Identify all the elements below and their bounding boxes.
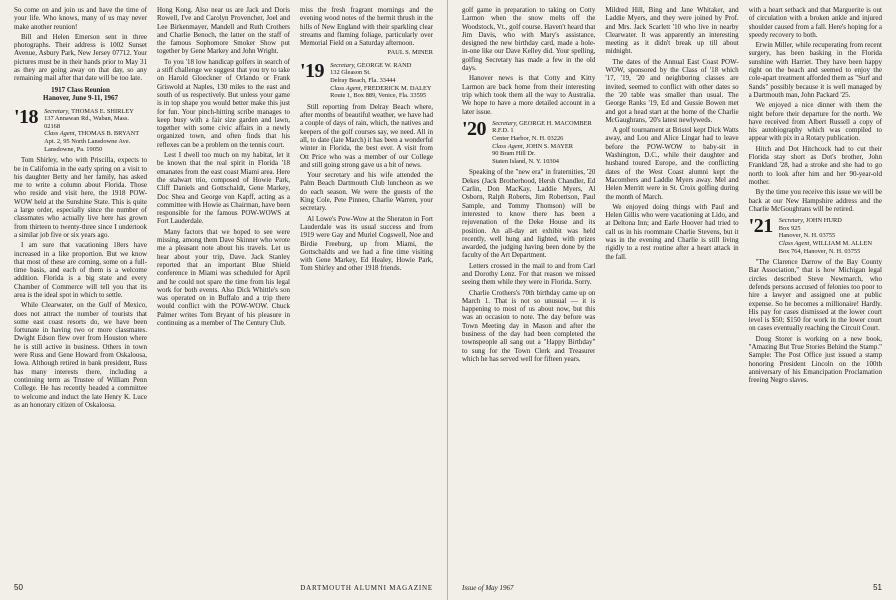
paragraph: Lest I dwell too much on my habitat, let it be known that the real spirit in Florida '18 emanates from the east coast Miami area. Here the stalwart trio, composed of Howie Park, Cliff Daniels and Gottschaldt, Gene Markey, Doc Shea and George von Kapff, acting as a committee with Howie as Chairman, have been responsible for the famous POW-WOWS at Fort Lauderdale. (157, 151, 290, 226)
class-number: '20 (462, 117, 487, 140)
paragraph: golf game in preparation to taking on Cotty Larmon when the snow melts off the Woodstock, Vt., golf course. Haven't heard that Jim Davis, who with Mary's assistance, designed the new birthday card, made a hole-in-one like our Dave Kelley did. Your spelling, golfing Secretary has made a few in the old days. (462, 6, 596, 73)
paragraph: I am sure that vacationing 18ers have increased in a like proportion. But we know that most of these are coming, some on a full-time basis, and each of them is a welcome addition. Florida is a big state and every Chamber of Commerce will tell you that its area is the ideal spot in which to settle. (14, 241, 147, 299)
paragraph: Tom Shirley, who with Priscilla, expects to be in California in the early spring on a visit to his daughter Betty and her family, has asked me to write a column about Florida. Those who reside and visit here, the 1918 POW-WOW held at the Sunshine State. This is quite a large order, especially since the number of classmates who actually live here has grown from thirteen to twenty-three since I undertook a similar job five or six years ago. (14, 156, 147, 239)
right-column-1 (462, 6, 595, 564)
paragraph: Charlie Crothers's 70th birthday came up on March 1. That is not so unusual — it is happening to most of us about now, but this was an occasion to note. The day before was Town Meeting day in Mason and after the business of the day had been completed the townspeople all sang out a "Happy Birthday" to sung for the Town Clerk and Treasurer which he has served well for fifteen years. (462, 288, 596, 363)
paragraph: So come on and join us and have the time of your life. Who knows, many of us may never make another reunion! (14, 6, 147, 31)
right-columns (462, 6, 882, 564)
paragraph: Still reporting from Delray Beach where, after months of beautiful weather, we have had a couple of days of rain, which, the natives and keepers of the golf courses say, we need. All in all, to date (late March) it has been a wonderful winter in Florida, the best ever. A visit from Ott Price who was a member of our College and still going strong gave us a bit of news. (300, 102, 433, 169)
paragraph: Bill and Helen Emerson sent in three photographs. Their address is 1002 Sunset Avenue, Asbury Park, New Jersey 07712. Your pictures must be in their hands prior to May 31 as they are going away on that day, so any remaining mail after that date will be too late. (14, 32, 147, 83)
paragraph: Hitch and Dot Hitchcock had to cut their Florida stay short as Dot's brother, John Frankland '28, had a stroke and she had to go north to look after him and her 90-year-old mother. (748, 144, 882, 186)
class-contacts: Secretary, JOHN HURD Box 925 Hanover, N. H. 03755 Class Agent, WILLIAM M. ALLEN Box 764, Hanover, N. H. 03755 (778, 217, 872, 255)
left-columns (14, 6, 433, 564)
paragraph: A golf tournament at Bristol kept Dick Watts away, and Lou and Alice Lingar had to leave before the POW-WOW to baby-sit in Washington, D.C., while their daughter and husband toured Europe, and the conflicting dates of the West Coast alumni kept the Macombers and Laddie Myers away. Mel and Helen Merritt were in St. Croix golfing during the month of March. (605, 126, 739, 201)
class-number: '18 (14, 105, 39, 128)
right-column-2 (605, 6, 738, 564)
class-header-1919 (300, 59, 433, 100)
paragraph: To you '18 low handicap golfers in search of a stiff challenge we suggest that you try to take on Harold Gloeckner of Orlando or Frank Griswold at Naples, 130 miles to the east and south of us respectively. But unless your game is in top shape you would better make this just for fun. Your pinch-hitting scribe manages to keep busy with a fair size garden and lawn, together with some civic affairs in a newly organized town, and often finds that his reflexes can be a problem on the tennis court. (157, 57, 290, 149)
paragraph: Hong Kong. Also near us are Jack and Doris Rowell, I've and Carolyn Provencher, Joel and Lee Birkenmayer, Mandell and Ruth Crothers and Charlie Benoch, the latter on the staff of the famous Sophomore Smoker Show put together by Gene Markey and John Wright. (157, 6, 290, 56)
right-footer (462, 583, 882, 592)
class-number: '19 (300, 59, 325, 82)
magazine-title: DARTMOUTH ALUMNI MAGAZINE (300, 584, 433, 592)
class-number: '21 (748, 215, 773, 238)
paragraph: Al Lowe's Pow-Wow at the Sheraton in Fort Lauderdale was its usual success and from 1919 were Gay and Muriel Cogswell, Noe and Birdie Freeburg, up from Miami, the Gottschaldts and we had a fine time visiting with Gene Markey, Ed Healey, Howie Park, Tom Shirley and other 1918 friends. (300, 214, 433, 273)
class-contacts: Secretary, THOMAS E. SHIRLEY 137 Annawan Rd., Waban, Mass. 02168 Class Agent, THOMAS B. BRYANT Apt. 2, 95 North Lansdowne Ave. Lansdowne, Pa. 19050 (44, 107, 140, 153)
paragraph: Your secretary and his wife attended the Palm Beach Dartmouth Club luncheon as we do each season. We were the guests of the King Cole, Pete Pinneo, Charlie Warren, your secretary. (300, 171, 433, 213)
paragraph: We enjoyed a nice dinner with them the night before their departure for the north. We have received from Albert Russell a copy of his autobiography which was compiled to appear with pix in a Rotary publication. (748, 101, 882, 143)
reunion-title: 1917 Class Reunion (51, 85, 110, 94)
paragraph: miss the fresh fragrant mornings and the evening wood notes of the hermit thrush in the hills of New England with their sparkling clear streams and flaming foliage, particularly over Memorial Field on a Saturday afternoon. (300, 6, 433, 48)
class-header-1918 (14, 105, 147, 154)
left-column-2 (157, 6, 290, 564)
paragraph: with a heart setback and that Marguerite is out of circulation with a broken ankle and injured shoulder caused from a fall. Here's hoping for a speedy recovery to both. (748, 6, 882, 39)
class-header-1920 (462, 117, 595, 166)
left-column-1 (14, 6, 147, 564)
paragraph: Hanover news is that Cotty and Kitty Larmon are back home from their interesting trip which took them all the way to Australia. We hope to have a more detailed account in a later issue. (462, 74, 596, 116)
column-signature: PAUL S. MINER (387, 49, 433, 57)
right-column-3 (749, 6, 882, 564)
paragraph: While Clearwater, on the Gulf of Mexico, does not attract the number of tourists that some east coast resorts do, we have been fortunate in having two or more classmates. Dwight Edson flew over from Houston where he is still active in business. Others in town were Russ and Gene Howard from Oskaloosa, Iowa. Although retired in bank president, Russ has many interests there, including a continuing term as Trustee of William Penn College. He has recently headed a committee to welcome and induct the late Henry K. Luce as an honorary citizen of Oskaloosa. (14, 301, 147, 409)
paragraph: "The Clarence Darrow of the Bay County Bar Association," that is how Michigan legal circles described Steve Newmarch, who defends persons accused of felonies too poor to hire a lawyer and assigned one at public expense. So he becomes a millionaire! Hardly. His pay for cases dismissed at the lower court level is $50; $150 for work in the lower court on cases eventually reaching the Circuit Court. (748, 258, 882, 333)
paragraph: Speaking of the "new era" in fraternities, '20 Dekes (Jack Brotherhood, Hersh Chandler, Ed Carlin, Don MacKay, Laddie Myers, Al Osborn, Ralph Roberts, Jim Robertson, Paul Sample, and Tommy Thomson) will be interested to know there has been a rejuvenation of the Deke House and its position. An all-day art exhibit was held recently, well hung and lighted, with prizes awarded, the judging having been done by the faculty of the Art Department. (462, 168, 596, 260)
paragraph: Letters crossed in the mail to and from Carl and Dorothy Lenz. For that reason we missed seeing them while they were in Florida. Sorry. (462, 261, 596, 287)
class-header-1921 (749, 217, 882, 255)
page-number: 51 (873, 583, 882, 592)
paragraph: Erwin Miller, while recuperating from recent surgery, has been basking in the Florida sunshine with Harriet. They have been happy right on the beach and seemed to enjoy the cole-apart treatment afforded them as "Surf and Sands" possibly because it is well managed by a Dartmouth man, John Packard '25. (748, 41, 882, 99)
paragraph: Mildred Hill, Bing and Jane Whitaker, and Laddie Myers, and they were joined by Prof. and Mrs. Jack Scarlett '10 who live in nearby Clearwater. It was apparently an interesting meeting as it didn't break up till about midnight. (605, 6, 739, 56)
class-contacts: Secretary, GEORGE W. RAND 132 Gleason St. Delray Beach, Fla. 33444 Class Agent, FREDERICK M. DALEY Route 1, Box 889, Venice, Fla. 33595 (330, 61, 432, 100)
left-column-3 (300, 6, 433, 564)
paragraph: The dates of the Annual East Coast POW-WOW, sponsored by the Class of '18 which '17, '19, '20 and neighboring classes are invited, seemed to conflict with other dates so the '20 table was smaller than usual. The George Ranks '19, Ed and Gussie Bowen met and got a head start at the home of the Charlie McGaughrans, '20's latest newlyweds. (605, 57, 739, 124)
paragraph: Many factors that we hoped to see were missing, among them Dave Skinner who wrote me a pleasant note about his travels. Let us hear about your trip, Dave. Jack Stanley reported that an important Blue Shield conference in Miami was scheduled for April and he could not spare the time from his legal work for both events. Also Dick Whittle's son was operated on in Buffalo and a trip there would conflict with the POW-WOW. Chuck Palmer writes Tom Bryant of his pleasure in continuing as a member of The Century Club. (157, 227, 290, 327)
paragraph: By the time you receive this issue we will be back at our New Hampshire address and the Charlie McGoughrans will be retired. (748, 188, 882, 213)
left-footer (14, 583, 433, 592)
reunion-dates: Hanover, June 9-11, 1967 (43, 94, 118, 103)
class-contacts: Secretary, GEORGE H. MACOMBER R.F.D. 1 Center Harbor, N. H. 03226 Class Agent, JOHN S. MAYER 90 Bram Hill Dr. Staten Island, N. Y. 10304 (492, 119, 592, 165)
paragraph: We enjoyed doing things with Paul and Helen Gillis who were vacationing at Lido, and at Deltona Inn; and Earle Hoover had tried to call us in his roommate Charlie Stevens, but it was in the evening and Charlie is still living rigidly to a rest routine after a heart attack in the fall. (605, 202, 739, 261)
reunion-notice (14, 86, 147, 103)
paragraph: Doug Storer is working on a new book, "Amazing But True Stories Behind the Stamp." Sample: The Post Office just issued a stamp honoring President Lincoln on the 100th anniversary of his Emancipation Proclamation freeing Negro slaves. (748, 334, 882, 385)
right-page (448, 0, 896, 600)
issue-date: Issue of May 1967 (462, 584, 514, 592)
page-number: 50 (14, 583, 23, 592)
